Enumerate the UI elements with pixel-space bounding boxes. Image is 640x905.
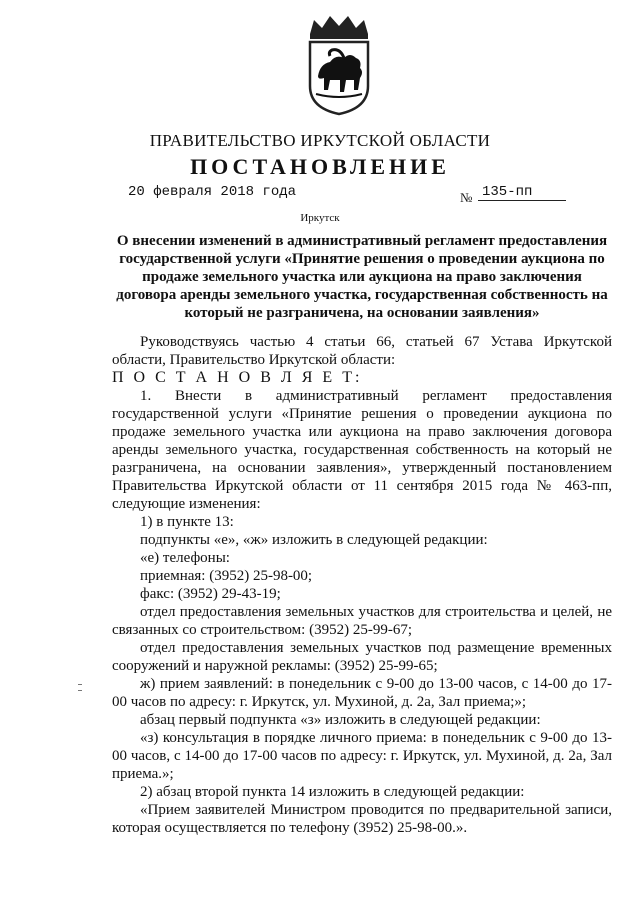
decree-date: 20 февраля 2018 года (128, 184, 297, 200)
list-item: «е) телефоны: (140, 550, 230, 566)
list-item: абзац первый подпункта «з» изложить в следующей редакции: (140, 712, 541, 728)
list-item: 2) абзац второй пункта 14 изложить в следующей редакции: (140, 784, 525, 800)
margin-mark (78, 684, 82, 685)
city: Иркутск (300, 212, 340, 224)
list-item: отдел предоставления земельных участков для строительства и целей, не связанных со строительством: (3952) 25-99-67; (112, 604, 612, 638)
margin-mark (78, 690, 82, 691)
list-item: «з) консультация в порядке личного приема: в понедельник с 9-00 до 13-00 часов, с 14-00 до 17-00 часов по адресу: г. Иркутск, ул. Мухиной, д. 2а, Зал приема.»; (112, 730, 612, 782)
intro-paragraph: Руководствуясь частью 4 статьи 66, статьей 67 Устава Иркутской области, Правительство Иркутской области: (112, 334, 612, 368)
document-body (112, 333, 612, 837)
decree-number: 135-пп (478, 184, 566, 201)
list-item: приемная: (3952) 25-98-00; (140, 568, 313, 584)
list-item: 1) в пункте 13: (140, 514, 234, 530)
document-type: ПОСТАНОВЛЕНИЕ (190, 154, 450, 179)
list-item: ж) прием заявлений: в понедельник с 9-00 до 13-00 часов, с 14-00 до 17-00 часов по адресу: г. Иркутск, ул. Мухиной, д. 2а, Зал приема;»; (112, 676, 612, 710)
number-sign: № (460, 190, 473, 205)
irkutsk-coat-of-arms-icon (300, 14, 378, 116)
list-item: отдел предоставления земельных участков под размещение временных сооружений и наружной рекламы: (3952) 25-99-65; (112, 640, 612, 674)
decree-word: П О С Т А Н О В Л Я Е Т: (112, 369, 363, 386)
list-item: подпункты «е», «ж» изложить в следующей редакции: (140, 532, 488, 548)
list-item: факс: (3952) 29-43-19; (140, 586, 281, 602)
list-item: «Прием заявителей Министром проводится по предварительной записи, которая осуществляется по телефону (3952) 25-98-00.». (112, 802, 612, 836)
document-title: О внесении изменений в административный регламент предоставления государственной услуги «Принятие решения о проведении аукциона по продаже земельного участка или аукциона на право заключения договора аренды земельного участка, государственная собственность на который не разграничена, на основании заявления» (116, 233, 608, 321)
government-name: ПРАВИТЕЛЬСТВО ИРКУТСКОЙ ОБЛАСТИ (149, 131, 491, 150)
paragraph-1: 1. Внести в административный регламент предоставления государственной услуги «Принятие решения о проведении аукциона по продаже земельного участка или аукциона на право заключения договора аренды земельного участка, государственная собственность на который не разграничена, на основании заявления», утвержденный постановлением Правительства Иркутской области от 11 сентября 2015 года № 463-пп, следующие изменения: (112, 388, 612, 512)
